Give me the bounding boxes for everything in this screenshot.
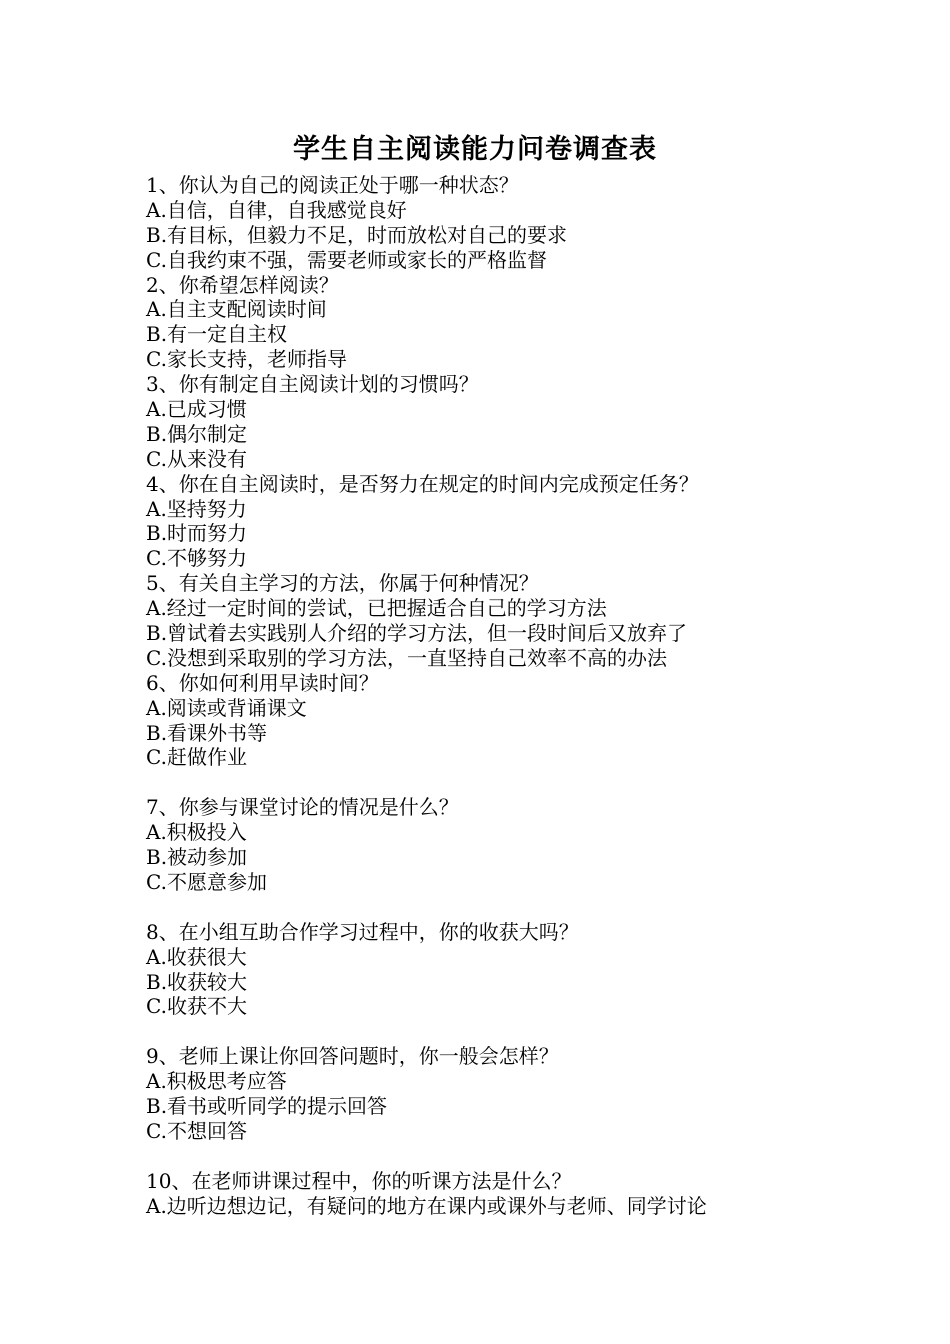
q2-option-b: B.有一定自主权 (146, 322, 288, 347)
question-3: 3、你有制定自主阅读计划的习惯吗？ (146, 372, 479, 397)
question-2: 2、你希望怎样阅读？ (146, 272, 339, 297)
q5-option-c: C.没想到采取别的学习方法，一直坚持自己效率不高的办法 (146, 645, 667, 670)
q2-option-c: C.家长支持，老师指导 (146, 347, 347, 372)
blank-line (146, 1144, 866, 1169)
q1-option-b: B.有目标，但毅力不足，时而放松对自己的要求 (146, 222, 568, 247)
q5-option-a: A.经过一定时间的尝试，已把握适合自己的学习方法 (146, 596, 607, 621)
q7-option-b: B.被动参加 (146, 845, 248, 870)
q7-option-c: C.不愿意参加 (146, 869, 267, 894)
question-9: 9、老师上课让你回答问题时，你一般会怎样？ (146, 1044, 559, 1069)
q3-option-c: C.从来没有 (146, 446, 247, 471)
q6-option-a: A.阅读或背诵课文 (146, 695, 307, 720)
q4-option-a: A.坚持努力 (146, 496, 247, 521)
document-title: 学生自主阅读能力问卷调查表 (293, 134, 657, 165)
q3-option-a: A.已成习惯 (146, 397, 247, 422)
question-8: 8、在小组互助合作学习过程中，你的收获大吗？ (146, 919, 579, 944)
q6-option-c: C.赶做作业 (146, 745, 247, 770)
q7-option-a: A.积极投入 (146, 820, 247, 845)
q8-option-a: A.收获很大 (146, 944, 247, 969)
blank-line (146, 895, 866, 920)
q9-option-c: C.不想回答 (146, 1118, 247, 1143)
q3-option-b: B.偶尔制定 (146, 421, 248, 446)
q8-option-b: B.收获较大 (146, 969, 248, 994)
question-6: 6、你如何利用早读时间？ (146, 670, 379, 695)
q9-option-b: B.看书或听同学的提示回答 (146, 1093, 388, 1118)
q4-option-c: C.不够努力 (146, 546, 247, 571)
questionnaire-body (146, 173, 866, 1218)
q6-option-b: B.看课外书等 (146, 720, 268, 745)
q9-option-a: A.积极思考应答 (146, 1069, 287, 1094)
blank-line (146, 1019, 866, 1044)
question-7: 7、你参与课堂讨论的情况是什么？ (146, 795, 459, 820)
q1-option-c: C.自我约束不强，需要老师或家长的严格监督 (146, 247, 547, 272)
question-4: 4、你在自主阅读时，是否努力在规定的时间内完成预定任务？ (146, 471, 699, 496)
q10-option-a: A.边听边想边记，有疑问的地方在课内或课外与老师、同学讨论 (146, 1193, 707, 1218)
q8-option-c: C.收获不大 (146, 994, 247, 1019)
question-10: 10、在老师讲课过程中，你的听课方法是什么？ (146, 1168, 572, 1193)
blank-line (146, 770, 866, 795)
q2-option-a: A.自主支配阅读时间 (146, 297, 327, 322)
q5-option-b: B.曾试着去实践别人介绍的学习方法，但一段时间后又放弃了 (146, 621, 688, 646)
q1-option-a: A.自信，自律，自我感觉良好 (146, 197, 407, 222)
question-5: 5、有关自主学习的方法，你属于何种情况？ (146, 571, 539, 596)
question-1: 1、你认为自己的阅读正处于哪一种状态？ (146, 173, 519, 197)
q4-option-b: B.时而努力 (146, 521, 248, 546)
